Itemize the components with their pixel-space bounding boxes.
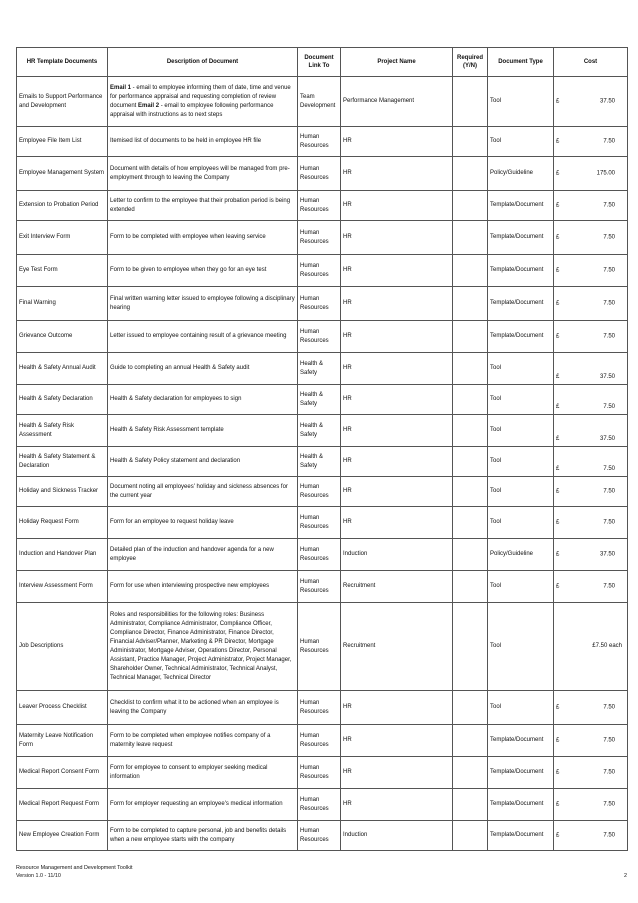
table-row [17, 477, 628, 507]
cost-cell [554, 725, 628, 757]
currency-symbol: £ [556, 737, 560, 743]
document-type-cell: Tool [488, 127, 554, 157]
project-name-cell: HR [341, 757, 453, 789]
cost-cell [554, 789, 628, 821]
document-name-cell: Medical Report Request Form [17, 789, 108, 821]
currency-symbol: £ [556, 202, 560, 208]
required-cell [453, 571, 488, 603]
document-type-cell: Tool [488, 603, 554, 691]
header-template-documents: HR Template Documents [17, 48, 108, 77]
cost-cell [554, 821, 628, 851]
required-cell [453, 507, 488, 539]
cost-cell [554, 385, 628, 415]
document-type-cell: Tool [488, 477, 554, 507]
currency-symbol: £ [556, 267, 560, 273]
project-name-cell: HR [341, 447, 453, 477]
project-name-cell: HR [341, 255, 453, 287]
required-cell [453, 477, 488, 507]
cost-amount: 7.50 [603, 488, 615, 494]
description-cell: Document noting all employees' holiday and sickness absences for the current year [108, 477, 298, 507]
cost-cell [554, 287, 628, 321]
required-cell [453, 757, 488, 789]
cost-cell [554, 157, 628, 191]
description-cell: Letter to confirm to the employee that their probation period is being extended [108, 191, 298, 221]
cost-cell [554, 757, 628, 789]
document-link-cell: Human Resources [298, 571, 341, 603]
cost-amount: 7.50 [603, 704, 615, 710]
document-type-cell: Template/Document [488, 789, 554, 821]
table-row [17, 725, 628, 757]
currency-symbol: £ [556, 704, 560, 710]
currency-symbol: £ [556, 234, 560, 240]
document-link-cell: Health & Safety [298, 447, 341, 477]
document-type-cell: Tool [488, 415, 554, 447]
project-name-cell: Induction [341, 821, 453, 851]
document-type-cell: Tool [488, 571, 554, 603]
document-name-cell: Eye Test Form [17, 255, 108, 287]
table-row [17, 191, 628, 221]
cost-cell [554, 415, 628, 447]
cost-amount: 7.50 [603, 466, 615, 472]
cost-cell [554, 353, 628, 385]
document-link-cell: Human Resources [298, 191, 341, 221]
project-name-cell: HR [341, 221, 453, 255]
document-type-cell: Template/Document [488, 757, 554, 789]
currency-symbol: £ [556, 374, 560, 380]
document-name-cell: Health & Safety Statement & Declaration [17, 447, 108, 477]
project-name-cell: Induction [341, 539, 453, 571]
currency-symbol: £ [556, 466, 560, 472]
document-name-cell: Grievance Outcome [17, 321, 108, 353]
description-cell: Health & Safety declaration for employees to sign [108, 385, 298, 415]
required-cell [453, 539, 488, 571]
cost-amount: 37.50 [599, 98, 615, 104]
description-cell: Detailed plan of the induction and handover agenda for a new employee [108, 539, 298, 571]
description-cell: Letter issued to employee containing result of a grievance meeting [108, 321, 298, 353]
document-link-cell: Human Resources [298, 221, 341, 255]
document-name-cell: Employee File Item List [17, 127, 108, 157]
required-cell [453, 287, 488, 321]
header-required: Required (Y/N) [453, 48, 488, 77]
required-cell [453, 77, 488, 127]
document-link-cell: Human Resources [298, 287, 341, 321]
table-header-row [17, 48, 628, 77]
project-name-cell: HR [341, 287, 453, 321]
document-link-cell: Human Resources [298, 157, 341, 191]
project-name-cell: HR [341, 477, 453, 507]
document-name-cell: Leaver Process Checklist [17, 691, 108, 725]
page-number: 2 [624, 873, 627, 879]
currency-symbol: £ [556, 170, 560, 176]
document-name-cell: Holiday Request Form [17, 507, 108, 539]
currency-symbol: £ [556, 98, 560, 104]
table-row [17, 571, 628, 603]
table-row [17, 447, 628, 477]
document-link-cell: Human Resources [298, 507, 341, 539]
document-name-cell: New Employee Creation Form [17, 821, 108, 851]
cost-amount: 7.50 [603, 138, 615, 144]
document-name-cell: Health & Safety Declaration [17, 385, 108, 415]
document-type-cell: Tool [488, 691, 554, 725]
cost-cell [554, 477, 628, 507]
required-cell [453, 255, 488, 287]
document-link-cell: Health & Safety [298, 415, 341, 447]
required-cell [453, 725, 488, 757]
required-cell [453, 221, 488, 255]
cost-cell [554, 539, 628, 571]
description-text: - email to employee informing them of date, time and venue for performance appraisal and requesting completion of review document [110, 84, 291, 109]
cost-cell [554, 507, 628, 539]
document-sheet [16, 47, 627, 851]
table-row [17, 221, 628, 255]
cost-cell [554, 603, 628, 691]
description-cell: Form to be given to employee when they go for an eye test [108, 255, 298, 287]
project-name-cell: HR [341, 789, 453, 821]
currency-symbol: £ [556, 801, 560, 807]
project-name-cell: HR [341, 191, 453, 221]
description-cell: Form for use when interviewing prospective new employees [108, 571, 298, 603]
currency-symbol: £ [556, 404, 560, 410]
document-name-cell: Health & Safety Annual Audit [17, 353, 108, 385]
description-cell: Final written warning letter issued to employee following a disciplinary hearing [108, 287, 298, 321]
header-description: Description of Document [108, 48, 298, 77]
project-name-cell: HR [341, 507, 453, 539]
project-name-cell: HR [341, 127, 453, 157]
email-label: Email 1 [110, 84, 132, 91]
cost-amount: 7.50 [603, 267, 615, 273]
table-row [17, 127, 628, 157]
description-cell: Form to be completed to capture personal, job and benefits details when a new employee starts with the company [108, 821, 298, 851]
document-type-cell: Tool [488, 385, 554, 415]
document-link-cell: Human Resources [298, 603, 341, 691]
table-row [17, 385, 628, 415]
cost-cell [554, 191, 628, 221]
project-name-cell: HR [341, 353, 453, 385]
cost-cell [554, 255, 628, 287]
document-name-cell: Maternity Leave Notification Form [17, 725, 108, 757]
document-type-cell: Policy/Guideline [488, 539, 554, 571]
table-row [17, 255, 628, 287]
project-name-cell: HR [341, 321, 453, 353]
currency-symbol: £ [556, 519, 560, 525]
cost-amount: 37.50 [599, 436, 615, 442]
document-name-cell: Health & Safety Risk Assessment [17, 415, 108, 447]
currency-symbol: £ [556, 138, 560, 144]
document-type-cell: Template/Document [488, 321, 554, 353]
document-name-cell: Employee Management System [17, 157, 108, 191]
project-name-cell: HR [341, 157, 453, 191]
document-name-cell: Extension to Probation Period [17, 191, 108, 221]
description-cell: Roles and responsibilities for the following roles: Business Administrator, Compliance Administrator, Compliance Officer, Compliance Director, Finance Administrator, Finance Director, Financial Adviser/Planner, Marketing & PR Director, Mortgage Administrator, Mortgage Adviser, Operations Director, Personal Assistant, Practice Manager, Project Administrator, Project Manager, Shareholder Owner, Technical Administrator, Technical Analyst, Technical Manager, Technical Director [108, 603, 298, 691]
document-link-cell: Team Development [298, 77, 341, 127]
page-footer [16, 864, 627, 880]
table-row [17, 789, 628, 821]
document-type-cell: Policy/Guideline [488, 157, 554, 191]
document-name-cell: Emails to Support Performance and Development [17, 77, 108, 127]
currency-symbol: £ [556, 488, 560, 494]
project-name-cell: HR [341, 691, 453, 725]
table-row [17, 691, 628, 725]
hr-template-documents-table [16, 47, 628, 851]
required-cell [453, 127, 488, 157]
cost-amount: 7.50 [603, 234, 615, 240]
cost-amount: 37.50 [599, 374, 615, 380]
project-name-cell: HR [341, 385, 453, 415]
project-name-cell: Recruitment [341, 571, 453, 603]
description-cell [108, 77, 298, 127]
cost-amount: 7.50 [603, 583, 615, 589]
cost-amount: 37.50 [599, 551, 615, 557]
table-row [17, 77, 628, 127]
description-cell: Form for employee to consent to employer seeking medical information [108, 757, 298, 789]
required-cell [453, 447, 488, 477]
cost-amount: 7.50 [603, 801, 615, 807]
document-link-cell: Health & Safety [298, 385, 341, 415]
document-link-cell: Human Resources [298, 757, 341, 789]
document-link-cell: Human Resources [298, 725, 341, 757]
cost-cell [554, 571, 628, 603]
currency-symbol: £ [556, 832, 560, 838]
currency-symbol: £ [556, 300, 560, 306]
required-cell [453, 789, 488, 821]
document-name-cell: Final Warning [17, 287, 108, 321]
project-name-cell: HR [341, 415, 453, 447]
document-name-cell: Medical Report Consent Form [17, 757, 108, 789]
document-link-cell: Human Resources [298, 321, 341, 353]
cost-amount: 7.50 [603, 769, 615, 775]
currency-symbol: £ [556, 436, 560, 442]
document-type-cell: Tool [488, 77, 554, 127]
currency-symbol: £ [556, 583, 560, 589]
project-name-cell: Performance Management [341, 77, 453, 127]
document-name-cell: Holiday and Sickness Tracker [17, 477, 108, 507]
document-link-cell: Human Resources [298, 477, 341, 507]
required-cell [453, 191, 488, 221]
project-name-cell: HR [341, 725, 453, 757]
document-type-cell: Template/Document [488, 191, 554, 221]
cost-amount: 7.50 [603, 333, 615, 339]
cost-cell [554, 127, 628, 157]
description-cell: Document with details of how employees will be managed from pre-employment through to leaving the Company [108, 157, 298, 191]
document-type-cell: Tool [488, 353, 554, 385]
required-cell [453, 321, 488, 353]
table-row [17, 603, 628, 691]
required-cell [453, 385, 488, 415]
required-cell [453, 691, 488, 725]
document-link-cell: Human Resources [298, 127, 341, 157]
document-link-cell: Human Resources [298, 821, 341, 851]
required-cell [453, 603, 488, 691]
table-row [17, 507, 628, 539]
cost-cell [554, 447, 628, 477]
cost-each-value: £7.50 each [592, 643, 622, 649]
footer-toolkit-title: Resource Management and Development Toolkit [16, 865, 133, 871]
cost-cell [554, 321, 628, 353]
required-cell [453, 353, 488, 385]
document-name-cell: Induction and Handover Plan [17, 539, 108, 571]
table-row [17, 157, 628, 191]
document-link-cell: Health & Safety [298, 353, 341, 385]
description-cell: Form for an employee to request holiday leave [108, 507, 298, 539]
cost-amount: 7.50 [603, 832, 615, 838]
document-link-cell: Human Resources [298, 691, 341, 725]
cost-amount: 7.50 [603, 202, 615, 208]
document-type-cell: Template/Document [488, 821, 554, 851]
required-cell [453, 415, 488, 447]
document-name-cell: Exit Interview Form [17, 221, 108, 255]
description-cell: Checklist to confirm what it to be actioned when an employee is leaving the Company [108, 691, 298, 725]
cost-cell [554, 77, 628, 127]
description-cell: Form to be completed when employee notifies company of a maternity leave request [108, 725, 298, 757]
table-row [17, 353, 628, 385]
currency-symbol: £ [556, 333, 560, 339]
document-link-cell: Human Resources [298, 789, 341, 821]
description-cell: Form for employer requesting an employee's medical information [108, 789, 298, 821]
cost-amount: 7.50 [603, 519, 615, 525]
document-type-cell: Template/Document [488, 725, 554, 757]
description-text: - email to employee following performance appraisal with instructions as to next steps [110, 102, 274, 118]
document-name-cell: Interview Assessment Form [17, 571, 108, 603]
description-cell: Form to be completed with employee when leaving service [108, 221, 298, 255]
required-cell [453, 821, 488, 851]
cost-cell [554, 691, 628, 725]
description-cell: Health & Safety Risk Assessment template [108, 415, 298, 447]
document-type-cell: Template/Document [488, 221, 554, 255]
table-row [17, 415, 628, 447]
table-row [17, 821, 628, 851]
email-label: Email 2 [138, 102, 160, 109]
table-row [17, 287, 628, 321]
header-document-type: Document Type [488, 48, 554, 77]
cost-cell [554, 221, 628, 255]
document-type-cell: Tool [488, 507, 554, 539]
description-cell: Health & Safety Policy statement and declaration [108, 447, 298, 477]
cost-amount: 175.00 [596, 170, 615, 176]
document-link-cell: Human Resources [298, 255, 341, 287]
document-type-cell: Template/Document [488, 287, 554, 321]
table-body [17, 77, 628, 851]
cost-amount: 7.50 [603, 300, 615, 306]
table-row [17, 757, 628, 789]
cost-amount: 7.50 [603, 404, 615, 410]
description-cell: Guide to completing an annual Health & Safety audit [108, 353, 298, 385]
header-document-link: Document Link To [298, 48, 341, 77]
document-name-cell: Job Descriptions [17, 603, 108, 691]
footer-version: Version 1.0 - 11/10 [16, 873, 61, 879]
table-row [17, 321, 628, 353]
document-type-cell: Tool [488, 447, 554, 477]
header-cost: Cost [554, 48, 628, 77]
project-name-cell: Recruitment [341, 603, 453, 691]
description-cell: Itemised list of documents to be held in employee HR file [108, 127, 298, 157]
currency-symbol: £ [556, 769, 560, 775]
document-link-cell: Human Resources [298, 539, 341, 571]
document-type-cell: Template/Document [488, 255, 554, 287]
required-cell [453, 157, 488, 191]
header-project-name: Project Name [341, 48, 453, 77]
currency-symbol: £ [556, 551, 560, 557]
cost-amount: 7.50 [603, 737, 615, 743]
table-row [17, 539, 628, 571]
